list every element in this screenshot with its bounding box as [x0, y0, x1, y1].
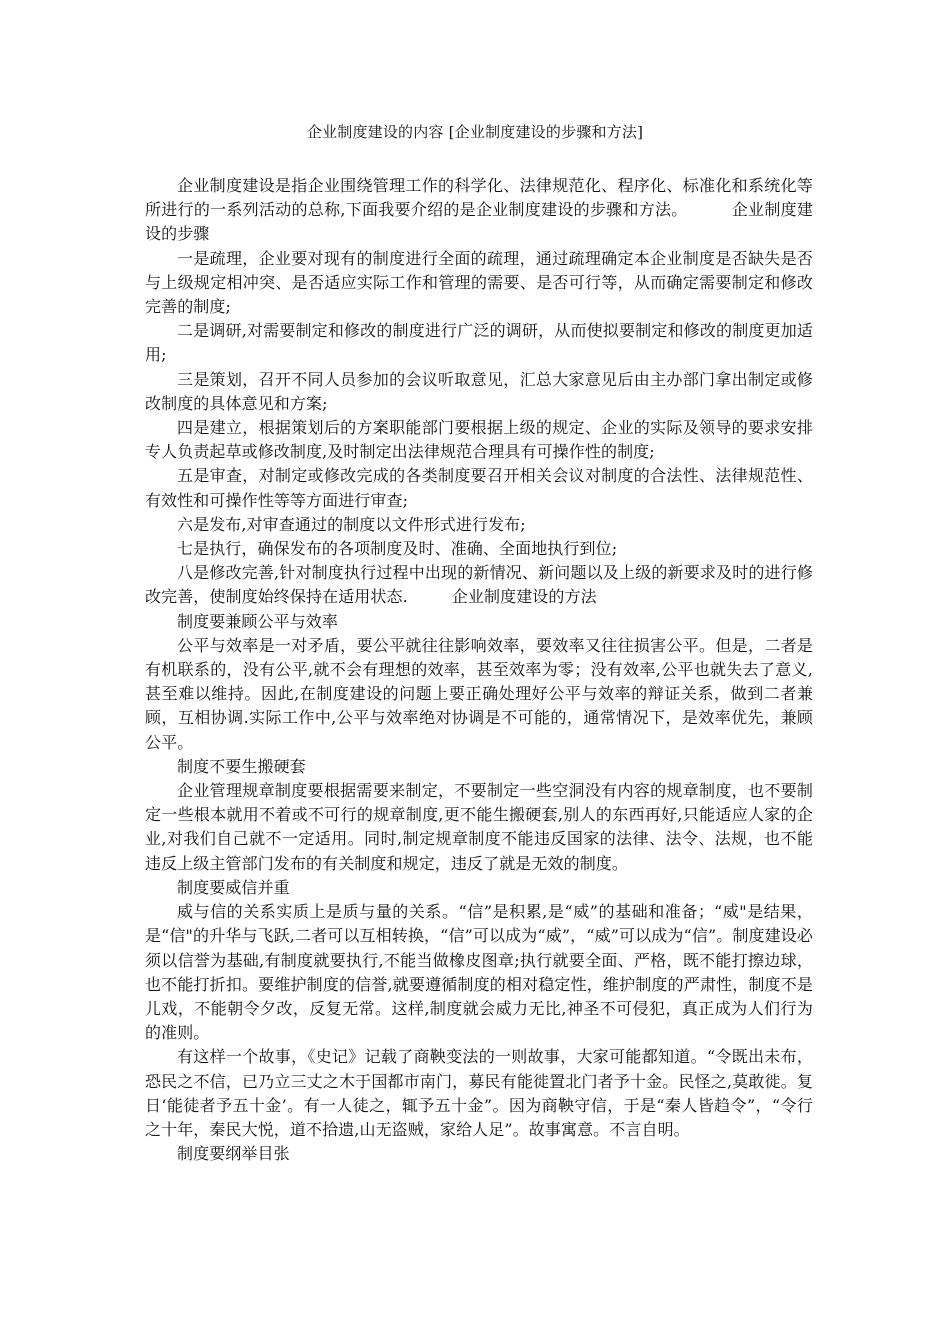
- section-heading-methods: 企业制度建设的方法: [451, 587, 597, 607]
- subheading-fairness-efficiency: 制度要兼顾公平与效率: [177, 611, 339, 631]
- document-body: [145, 174, 813, 1166]
- paragraph-text: 企业制度建设是指企业围绕管理工作的科学化、法律规范化、程序化、标准化和系统化等所进行的一系列活动的总称,下面我要介绍的是企业制度建设的步骤和方法。: [145, 176, 813, 220]
- paragraph-no-copying: 企业管理规章制度要根据需要来制定，不要制定一些空洞没有内容的规章制度，也不要制定一些根本就用不着或不可行的规章制度,更不能生搬硬套,别人的东西再好,只能适应人家的企业,对我们自己就不一定适用。同时,制定规章制度不能违反国家的法律、法令、法规，也不能违反上级主管部门发布的有关制度和规定，违反了就是无效的制度。: [145, 781, 813, 873]
- paragraph-authority-credibility: 威与信的关系实质上是质与量的关系。“信”是积累,是“威”的基础和准备；“威"是结果，是“信"的升华与飞跃,二者可以互相转换，“信”可以成为“威”，“威”可以成为“信”。制度建设必须以信誉为基础,有制度就要执行,不能当做橡皮图章;执行就要全面、严格，既不能打擦边球，也不能打折扣。要维护制度的信誉,就要遵循制度的相对稳定性，维护制度的严肃性，制度不是儿戏，不能朝令夕改，反复无常。这样,制度就会威力无比,神圣不可侵犯，真正成为人们行为的准则。: [145, 902, 813, 1043]
- paragraph-intro: [145, 174, 813, 247]
- paragraph-step-2: 二是调研,对需要制定和修改的制度进行广泛的调研，从而使拟要制定和修改的制度更加适用;: [145, 321, 813, 365]
- paragraph-step-4: 四是建立，根据策划后的方案职能部门要根据上级的规定、企业的实际及领导的要求安排专人负责起草或修改制度,及时制定出法律规范合理具有可操作性的制度;: [145, 418, 813, 462]
- paragraph-fairness-efficiency: 公平与效率是一对矛盾，要公平就往往影响效率，要效率又往往损害公平。但是，二者是有机联系的，没有公平,就不会有理想的效率，甚至效率为零；没有效率,公平也就失去了意义,甚至难以维持。因此,在制度建设的问题上要正确处理好公平与效率的辩证关系，做到二者兼顾，互相协调.实际工作中,公平与效率绝对协调是不可能的，通常情况下，是效率优先，兼顾公平。: [145, 635, 813, 752]
- paragraph-step-3: 三是策划，召开不同人员参加的会议听取意见，汇总大家意见后由主办部门拿出制定或修改制度的具体意见和方案;: [145, 369, 813, 413]
- paragraph-step-1: 一是疏理，企业要对现有的制度进行全面的疏理，通过疏理确定本企业制度是否缺失是否与上级规定相冲突、是否适应实际工作和管理的需要、是否可行等，从而确定需要制定和修改完善的制度;: [145, 248, 813, 317]
- paragraph-step-5: 五是审查，对制定或修改完成的各类制度要召开相关会议对制度的合法性、法律规范性、有效性和可操作性等等方面进行审查;: [145, 466, 813, 510]
- subheading-key-points: 制度要纲举目张: [177, 1144, 290, 1164]
- paragraph-step-7: 七是执行，确保发布的各项制度及时、准确、全面地执行到位;: [177, 539, 618, 559]
- paragraph-step-6: 六是发布,对审查通过的制度以文件形式进行发布;: [177, 514, 526, 534]
- subheading-authority-credibility: 制度要威信并重: [177, 877, 290, 897]
- subheading-no-copying: 制度不要生搬硬套: [177, 756, 306, 776]
- paragraph-step-8: [145, 561, 813, 609]
- document-title: 企业制度建设的内容 [企业制度建设的步骤和方法]: [306, 123, 644, 141]
- section-heading-steps: 企业制度建设的步骤: [145, 200, 813, 244]
- paragraph-text: 八是修改完善,针对制度执行过程中出现的新情况、新问题以及上级的新要求及时的进行修改完善，使制度始终保持在适用状态.: [145, 563, 813, 607]
- paragraph-story: 有这样一个故事，《史记》记载了商鞅变法的一则故事，大家可能都知道。“令既出未布，恐民之不信，已乃立三丈之木于国都市南门，募民有能徙置北门者予十金。民怪之,莫敢徙。复日‘能徒者予五十金’。有一人徒之，辄予五十金”。因为商鞅守信，于是“秦人皆趋令”，“令行之十年，秦民大悦，道不拾遗,山无盗贼，家给人足”。故事寓意。不言自明。: [145, 1047, 813, 1139]
